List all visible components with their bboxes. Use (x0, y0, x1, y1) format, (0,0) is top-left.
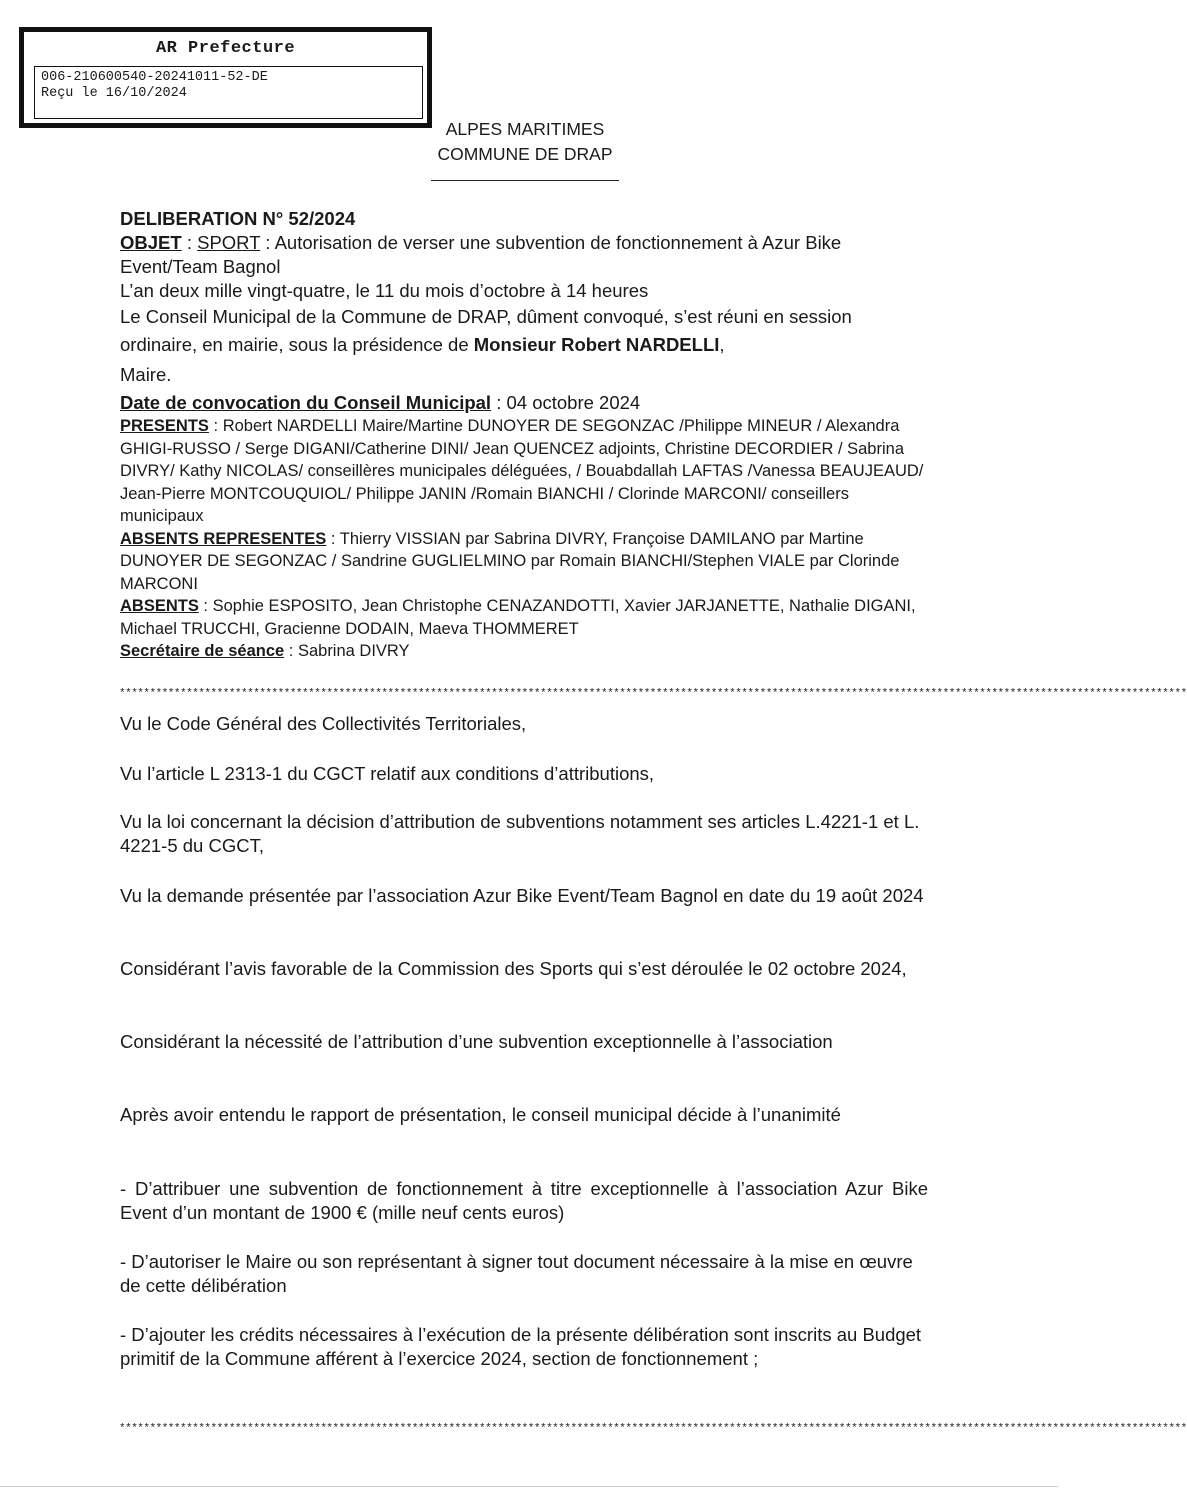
page-bottom-edge (0, 1486, 1058, 1487)
objet-separator: : (181, 232, 198, 253)
secretary-name: : Sabrina DIVRY (284, 642, 410, 660)
commune-name: COMMUNE DE DRAP (437, 144, 613, 164)
p-vu-loi: Vu la loi concernant la décision d’attribution de subventions notamment ses articles L.4221-1 et L. 4221-5 du CGCT, (120, 811, 920, 856)
secretary-line (120, 640, 928, 663)
absents-represented-label: ABSENTS REPRESENTES (120, 529, 327, 548)
session-text: Le Conseil Municipal de la Commune de DRAP, dûment convoqué, s’est réuni en session ordinaire, en mairie, sous la présidence de (120, 306, 852, 355)
absents-list: : Sophie ESPOSITO, Jean Christophe CENAZANDOTTI, Xavier JARJANETTE, Nathalie DIGANI, Michael TRUCCHI, Gracienne DODAIN, Maeva THOMMERET (120, 597, 916, 638)
p-decision-subvention: - D’attribuer une subvention de fonctionnement à titre exceptionnelle à l’association Azur Bike Event d’un montant de 1900 € (mille neuf cents euros) (120, 1178, 928, 1223)
p-vu-code: Vu le Code Général des Collectivités Territoriales, (120, 713, 527, 734)
p-vu-article: Vu l’article L 2313-1 du CGCT relatif aux conditions d’attributions, (120, 763, 655, 784)
absents-represented-paragraph (120, 528, 928, 596)
stamp-title: AR Prefecture (155, 39, 296, 58)
absents-represented-list: : Thierry VISSIAN par Sabrina DIVRY, Françoise DAMILANO par Martine DUNOYER DE SEGONZAC / Sandrine GUGLIELMINO par Romain BIANCHI/Stephen VIALE par Clorinde MARCONI (120, 529, 900, 593)
absents-label: ABSENTS (120, 597, 199, 615)
p-decision-credits: - D’ajouter les crédits nécessaires à l’exécution de la présente délibération sont inscrits au Budget primitif de la Commune afférent à l’exercice 2024, section de fonctionnement ; (120, 1324, 922, 1369)
objet-sport: SPORT (197, 232, 261, 253)
presents-paragraph (120, 415, 928, 528)
separator-top: ******************************************************************************************************************************************************************************* (119, 688, 1187, 700)
meeting-date: L’an deux mille vingt-quatre, le 11 du mois d’octobre à 14 heures (120, 280, 649, 301)
p-apres-rapport: Après avoir entendu le rapport de présentation, le conseil municipal décide à l’unanimité (120, 1104, 841, 1125)
absents-paragraph (120, 595, 928, 640)
presents-list: : Robert NARDELLI Maire/Martine DUNOYER DE SEGONZAC /Philippe MINEUR / Alexandra GHIGI-RUSSO / Serge DIGANI/Catherine DINI/ Jean QUENCEZ adjoints, Christine DECORDIER / Sabrina DIVRY/ Kathy NICOLAS/ conseillères municipales déléguées, / Bouabdallah LAFTAS /Vanessa BEAUJEAUD/ Jean-Pierre MONTCOUQUIOL/ Philippe JANIN /Romain BIANCHI / Clorinde MARCONI/ conseillers municipaux (120, 417, 924, 525)
header-divider (431, 180, 619, 181)
attendance-section (120, 391, 928, 663)
p-considerant-avis: Considérant l’avis favorable de la Commission des Sports qui s’est déroulée le 02 octobre 2024, (120, 958, 907, 979)
p-decision-autoriser: - D’autoriser le Maire ou son représentant à signer tout document nécessaire à la mise en œuvre de cette délibération (120, 1251, 913, 1296)
president-suffix: , (719, 334, 725, 355)
session-statement (120, 303, 928, 359)
ar-prefecture-stamp (19, 27, 432, 128)
deliberation-number: DELIBERATION N° 52/2024 (120, 208, 356, 229)
objet-line (120, 231, 928, 279)
objet-text: : Autorisation de verser une subvention de fonctionnement à Azur Bike Event/Team Bagnol (120, 232, 842, 277)
document-header (400, 117, 650, 167)
presents-label: PRESENTS (120, 417, 209, 435)
stamp-received-date: Reçu le 16/10/2024 (41, 86, 187, 101)
p-considerant-necessite: Considérant la nécessité de l’attribution d’une subvention exceptionnelle à l’association (120, 1031, 833, 1052)
convocation-line (120, 391, 928, 415)
convocation-label: Date de convocation du Conseil Municipal (120, 392, 492, 413)
convocation-date: : 04 octobre 2024 (491, 392, 641, 413)
deliberation-heading (120, 207, 928, 387)
department-name: ALPES MARITIMES (445, 119, 605, 139)
p-vu-demande: Vu la demande présentée par l’association Azur Bike Event/Team Bagnol en date du 19 août 2024 (120, 885, 924, 906)
stamp-reference-box (34, 66, 423, 119)
stamp-reference-number: 006-210600540-20241011-52-DE (41, 70, 268, 85)
president-title: Maire. (120, 364, 172, 385)
objet-label: OBJET (120, 232, 182, 253)
president-name: Monsieur Robert NARDELLI (473, 334, 720, 355)
separator-bottom: ******************************************************************************************************************************************************************************* (119, 1423, 1187, 1435)
secretary-label: Secrétaire de séance (120, 642, 285, 660)
